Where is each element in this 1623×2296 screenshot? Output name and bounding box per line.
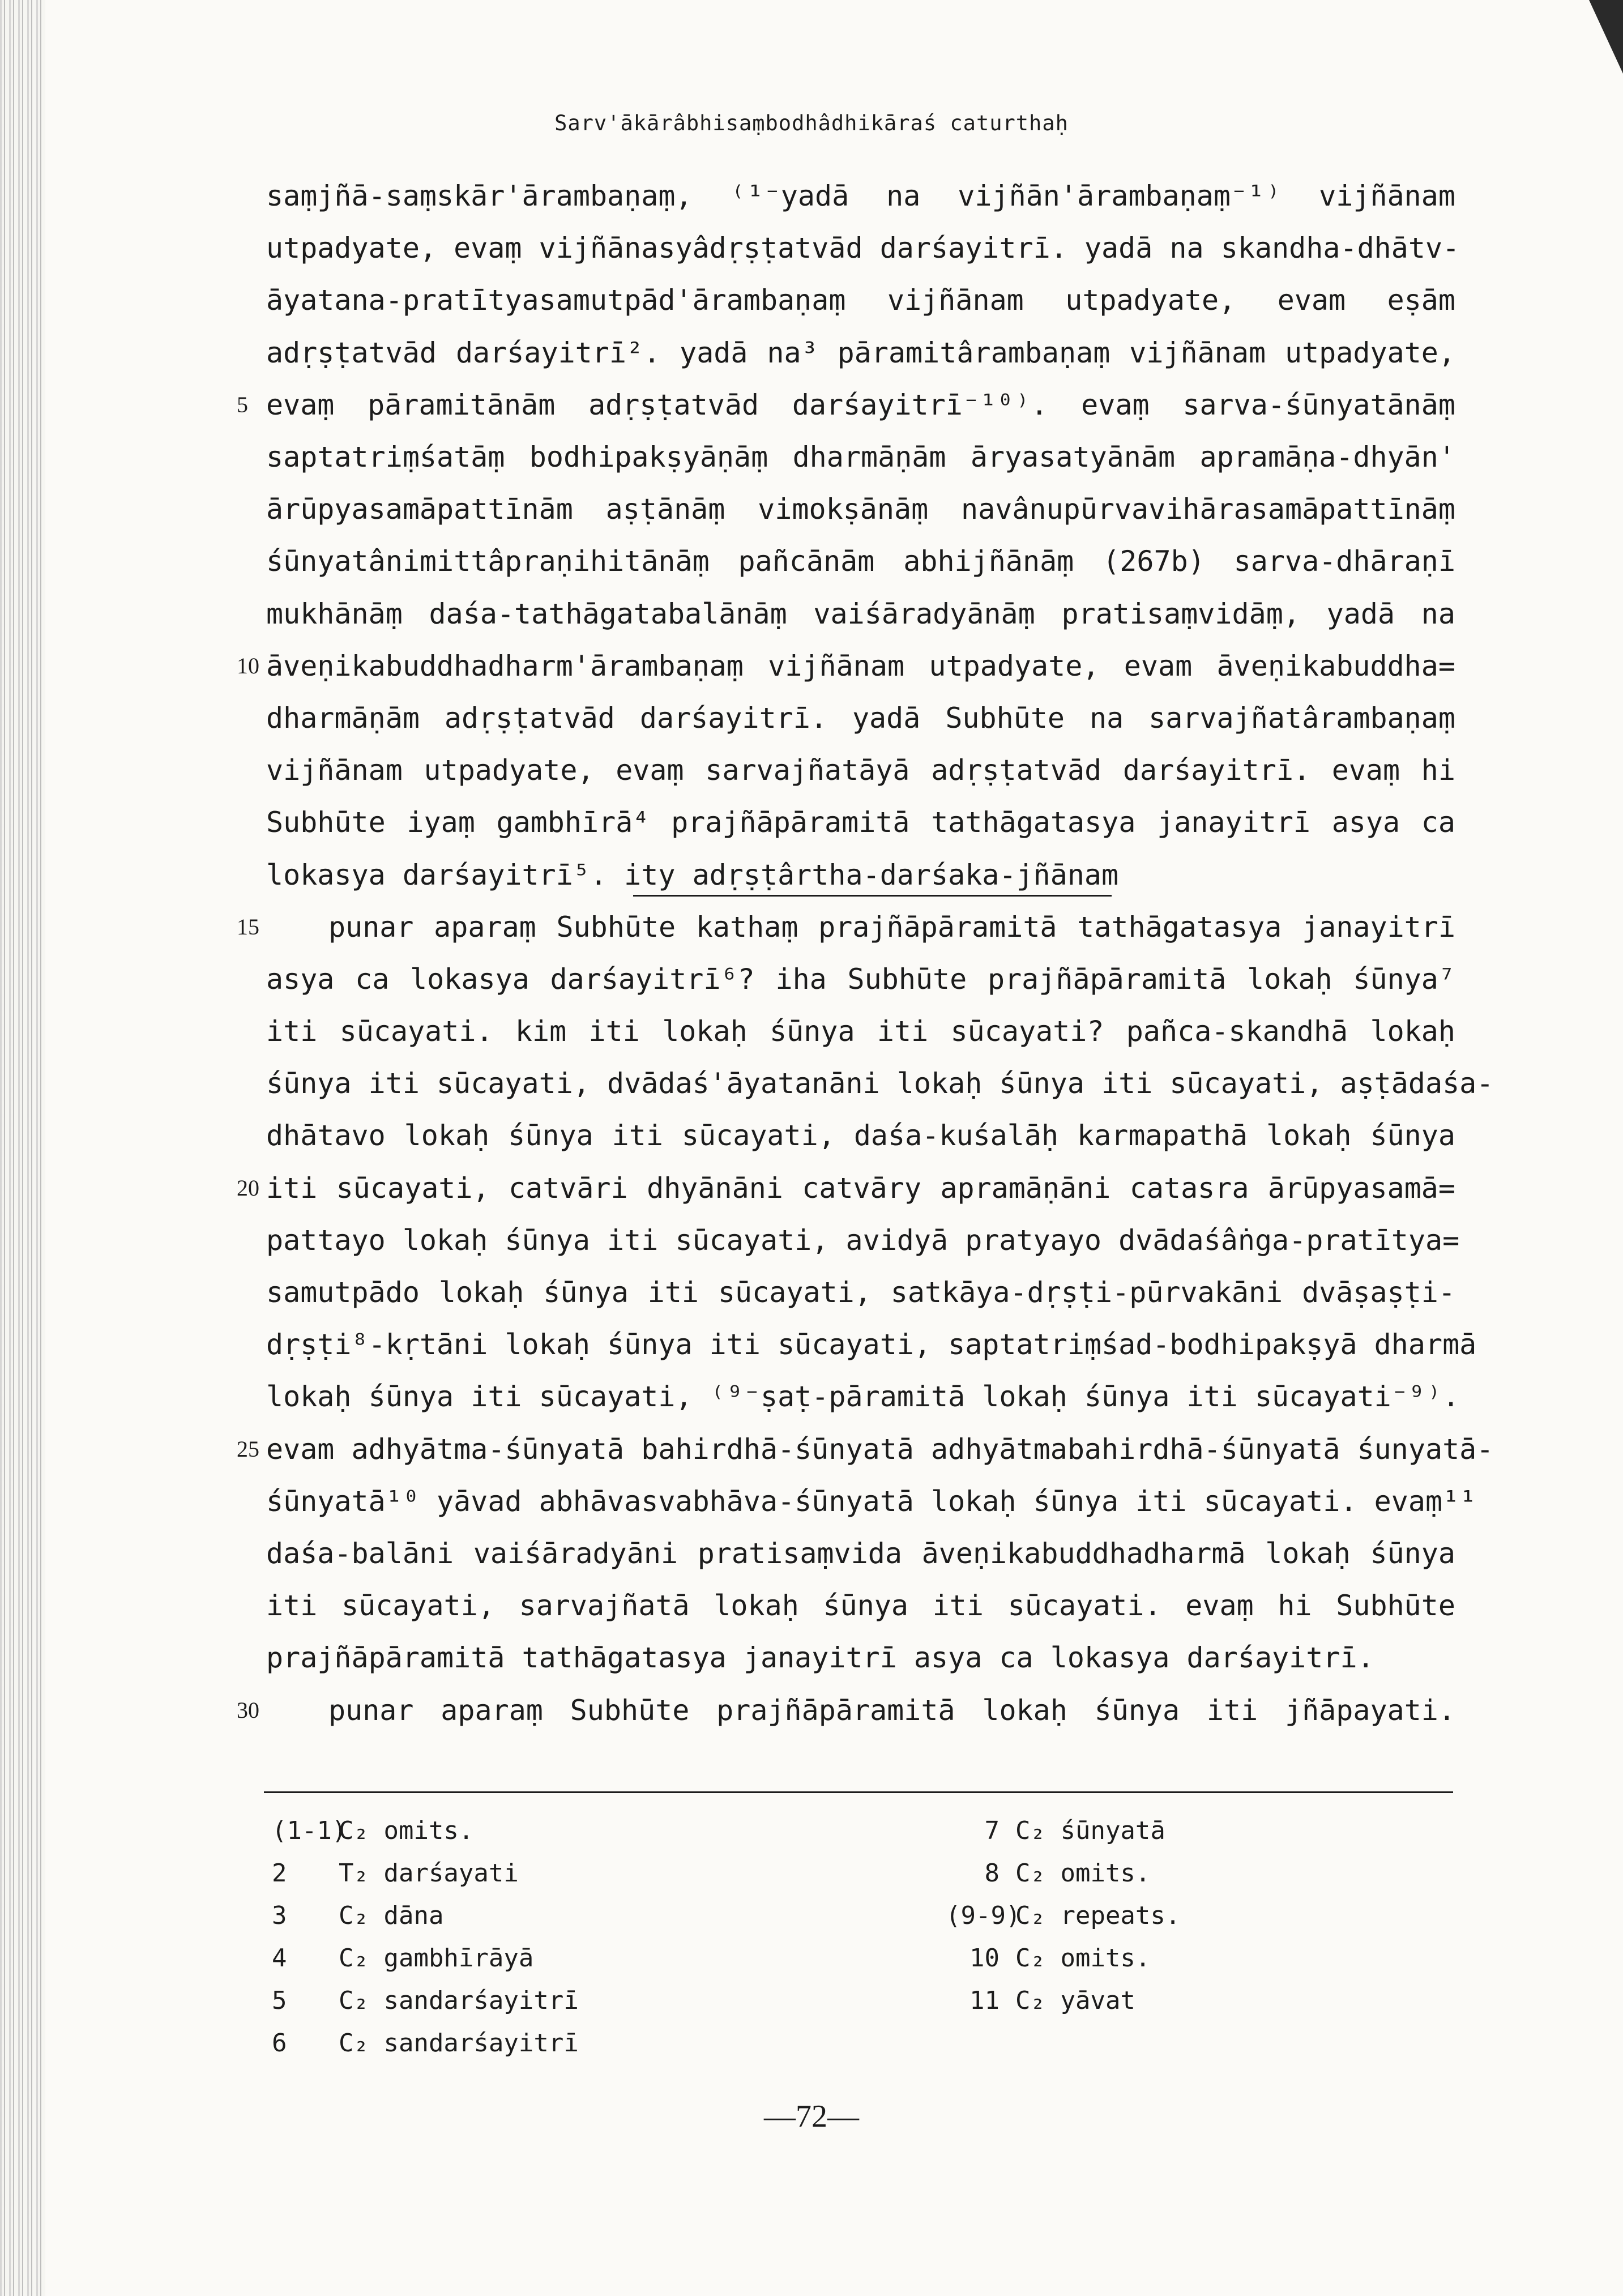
footnote <box>272 2022 579 2064</box>
text-line <box>266 274 1455 326</box>
footnote-text: C₂ omits. <box>1015 1859 1151 1888</box>
text-line <box>266 1266 1455 1318</box>
line-text: utpadyate, evaṃ vijñānasyâdṛṣṭatvād darśayitrī. yadā na skandha-dhātv- <box>266 232 1460 265</box>
text-line <box>266 1632 1455 1684</box>
line-text: āveṇikabuddhadharm'ārambaṇaṃ vijñānam utpadyate, evam āveṇikabuddha= <box>266 649 1455 682</box>
text-line <box>266 431 1455 483</box>
text-line <box>266 1057 1494 1109</box>
line-text: āyatana-pratītyasamutpād'ārambaṇaṃ vijñānam utpadyate, evam eṣām <box>266 284 1455 317</box>
footnote-key: 5 <box>272 1986 287 2015</box>
text-line <box>266 327 1455 379</box>
line-number: 10 <box>237 653 259 679</box>
text-line <box>237 640 1455 692</box>
footnote-key: 11 <box>969 1986 1000 2015</box>
footnote <box>946 1937 1180 1979</box>
scan-corner <box>1589 0 1623 74</box>
page-number: —72— <box>764 2099 859 2134</box>
line-text: lokaḥ śūnya iti sūcayati, ⁽⁹⁻ṣaṭ-pāramitā lokaḥ śūnya iti sūcayati⁻⁹⁾. <box>266 1380 1460 1414</box>
footnote <box>272 1810 579 1852</box>
text-line <box>237 1162 1455 1214</box>
text-line <box>266 483 1455 535</box>
line-text: pattayo lokaḥ śūnya iti sūcayati, avidyā pratyayo dvādaśâṅga-pratītya= <box>266 1223 1460 1257</box>
line-text: evam adhyātma-śūnyatā bahirdhā-śūnyatā adhyātmabahirdhā-śūnyatā śunyatā- <box>266 1432 1494 1466</box>
line-text: dhātavo lokaḥ śūnya iti sūcayati, daśa-kuśalāḥ karmapathā lokaḥ śūnya <box>266 1119 1455 1153</box>
footnote <box>946 1979 1180 2022</box>
footnote-key: 4 <box>272 1944 287 1973</box>
footnote-text: C₂ yāvat <box>1015 1986 1135 2015</box>
line-text: daśa-balāni vaiśāradyāni pratisaṃvida āveṇikabuddhadharmā lokaḥ śūnya <box>266 1537 1455 1570</box>
line-text: Subhūte iyaṃ gambhīrā⁴ prajñāpāramitā tathāgatasya janayitrī asya ca <box>266 806 1455 839</box>
footnote-text: C₂ sandarśayitrī <box>339 2029 579 2058</box>
text-line <box>266 1580 1455 1632</box>
line-number: 15 <box>237 914 259 940</box>
footnote-text: T₂ darśayati <box>339 1859 519 1888</box>
line-text: asya ca lokasya darśayitrī⁶? iha Subhūte prajñāpāramitā lokaḥ śūnya⁷ <box>266 962 1455 996</box>
footnote <box>272 1979 579 2022</box>
line-text: śūnya iti sūcayati, dvādaś'āyatanāni lokaḥ śūnya iti sūcayati, aṣṭādaśa- <box>266 1067 1494 1100</box>
text-line <box>266 953 1455 1005</box>
footnote-rule <box>264 1791 1453 1793</box>
footnote-key: 3 <box>272 1901 287 1930</box>
footnote-text: C₂ omits. <box>1015 1944 1151 1973</box>
footnote <box>272 1937 579 1979</box>
footnote-key: 7 <box>984 1816 1000 1845</box>
line-text: saṃjñā-saṃskār'ārambaṇaṃ, ⁽¹⁻yadā na vijñān'ārambaṇaṃ⁻¹⁾ vijñānam <box>266 180 1455 213</box>
text-line <box>266 1005 1455 1057</box>
footnote-text: C₂ gambhīrāyā <box>339 1944 534 1973</box>
footnote-key: 8 <box>984 1859 1000 1888</box>
line-text: punar aparaṃ Subhūte prajñāpāramitā lokaḥ śūnya iti jñāpayati. <box>328 1693 1455 1727</box>
text-line <box>266 796 1455 848</box>
footnote <box>272 1852 579 1894</box>
binding-edge <box>0 0 45 2296</box>
footnote-key: (9-9) <box>946 1901 1021 1930</box>
text-line <box>266 692 1455 744</box>
text-line <box>237 901 1455 953</box>
line-text: dṛṣṭi⁸-kṛtāni lokaḥ śūnya iti sūcayati, saptatriṃśad-bodhipakṣyā dharmā <box>266 1328 1477 1362</box>
text-line <box>266 222 1460 274</box>
line-number: 20 <box>237 1175 259 1201</box>
line-text: adṛṣṭatvād darśayitrī². yadā na³ pāramitârambaṇaṃ vijñānam utpadyate, <box>266 336 1455 369</box>
text-line <box>266 588 1455 640</box>
line-number: 5 <box>237 392 248 418</box>
text-line <box>266 1109 1455 1162</box>
line-text: iti sūcayati, catvāri dhyānāni catvāry apramāṇāni catasra ārūpyasamā= <box>266 1171 1455 1205</box>
footnotes-left <box>272 1810 579 2064</box>
text-line <box>266 1214 1460 1266</box>
footnote-key: (1-1) <box>272 1816 347 1845</box>
section-end-underline <box>633 895 1112 897</box>
line-number: 25 <box>237 1436 259 1462</box>
line-text: lokasya darśayitrī⁵. ity adṛṣṭârtha-darśaka-jñānam <box>266 858 1119 891</box>
line-text: śūnyatânimittâpraṇihitānāṃ pañcānām abhijñānāṃ (267b) sarva-dhāraṇī <box>266 545 1455 578</box>
footnote-text: C₂ repeats. <box>1015 1901 1181 1930</box>
line-text: evaṃ pāramitānām adṛṣṭatvād darśayitrī⁻¹⁰⁾. evaṃ sarva-śūnyatānāṃ <box>266 388 1455 421</box>
text-line <box>237 379 1455 431</box>
footnote-text: C₂ omits. <box>339 1816 474 1845</box>
text-line <box>237 1684 1455 1736</box>
line-text: iti sūcayati. kim iti lokaḥ śūnya iti sūcayati? pañca-skandhā lokaḥ <box>266 1015 1455 1048</box>
text-line <box>266 1475 1477 1527</box>
text-line <box>266 1527 1455 1580</box>
line-text: punar aparaṃ Subhūte kathaṃ prajñāpāramitā tathāgatasya janayitrī <box>328 910 1455 944</box>
line-text: dharmāṇām adṛṣṭatvād darśayitrī. yadā Subhūte na sarvajñatârambaṇaṃ <box>266 701 1455 735</box>
text-line <box>266 744 1455 796</box>
line-text: vijñānam utpadyate, evaṃ sarvajñatāyā adṛṣṭatvād darśayitrī. evaṃ hi <box>266 754 1455 787</box>
line-text: śūnyatā¹⁰ yāvad abhāvasvabhāva-śūnyatā lokaḥ śūnya iti sūcayati. evaṃ¹¹ <box>266 1484 1477 1518</box>
footnote-key: 2 <box>272 1859 287 1888</box>
text-line <box>266 848 1455 901</box>
footnote-text: C₂ sandarśayitrī <box>339 1986 579 2015</box>
text-line <box>237 1423 1494 1475</box>
footnote-key: 10 <box>969 1944 1000 1973</box>
footnote <box>946 1894 1180 1937</box>
footnote-text: C₂ śūnyatā <box>1015 1816 1165 1845</box>
text-line <box>266 535 1455 587</box>
line-text: mukhānāṃ daśa-tathāgatabalānāṃ vaiśāradyānāṃ pratisaṃvidāṃ, yadā na <box>266 597 1455 630</box>
line-text: iti sūcayati, sarvajñatā lokaḥ śūnya iti sūcayati. evaṃ hi Subhūte <box>266 1589 1455 1623</box>
footnote <box>946 1852 1180 1894</box>
line-text: samutpādo lokaḥ śūnya iti sūcayati, satkāya-dṛṣṭi-pūrvakāni dvāṣaṣṭi- <box>266 1276 1455 1309</box>
footnote-key: 6 <box>272 2029 287 2058</box>
text-line <box>266 1371 1460 1423</box>
footnotes-right <box>946 1810 1180 2022</box>
line-text: ārūpyasamāpattīnām aṣṭānāṃ vimokṣānāṃ navânupūrvavihārasamāpattīnāṃ <box>266 493 1455 526</box>
footnote-text: C₂ dāna <box>339 1901 444 1930</box>
text-line <box>266 1318 1477 1371</box>
line-text: saptatriṃśatāṃ bodhipakṣyāṇāṃ dharmāṇām āryasatyānām apramāṇa-dhyān' <box>266 441 1455 474</box>
footnote <box>946 1810 1180 1852</box>
main-text <box>237 170 1494 1736</box>
running-head: Sarv'ākārâbhisaṃbodhâdhikāraś caturthaḥ <box>554 111 1069 135</box>
line-number: 30 <box>237 1697 259 1723</box>
text-line <box>266 170 1455 222</box>
footnote <box>272 1894 579 1937</box>
line-text: prajñāpāramitā tathāgatasya janayitrī asya ca lokasya darśayitrī. <box>266 1641 1374 1675</box>
